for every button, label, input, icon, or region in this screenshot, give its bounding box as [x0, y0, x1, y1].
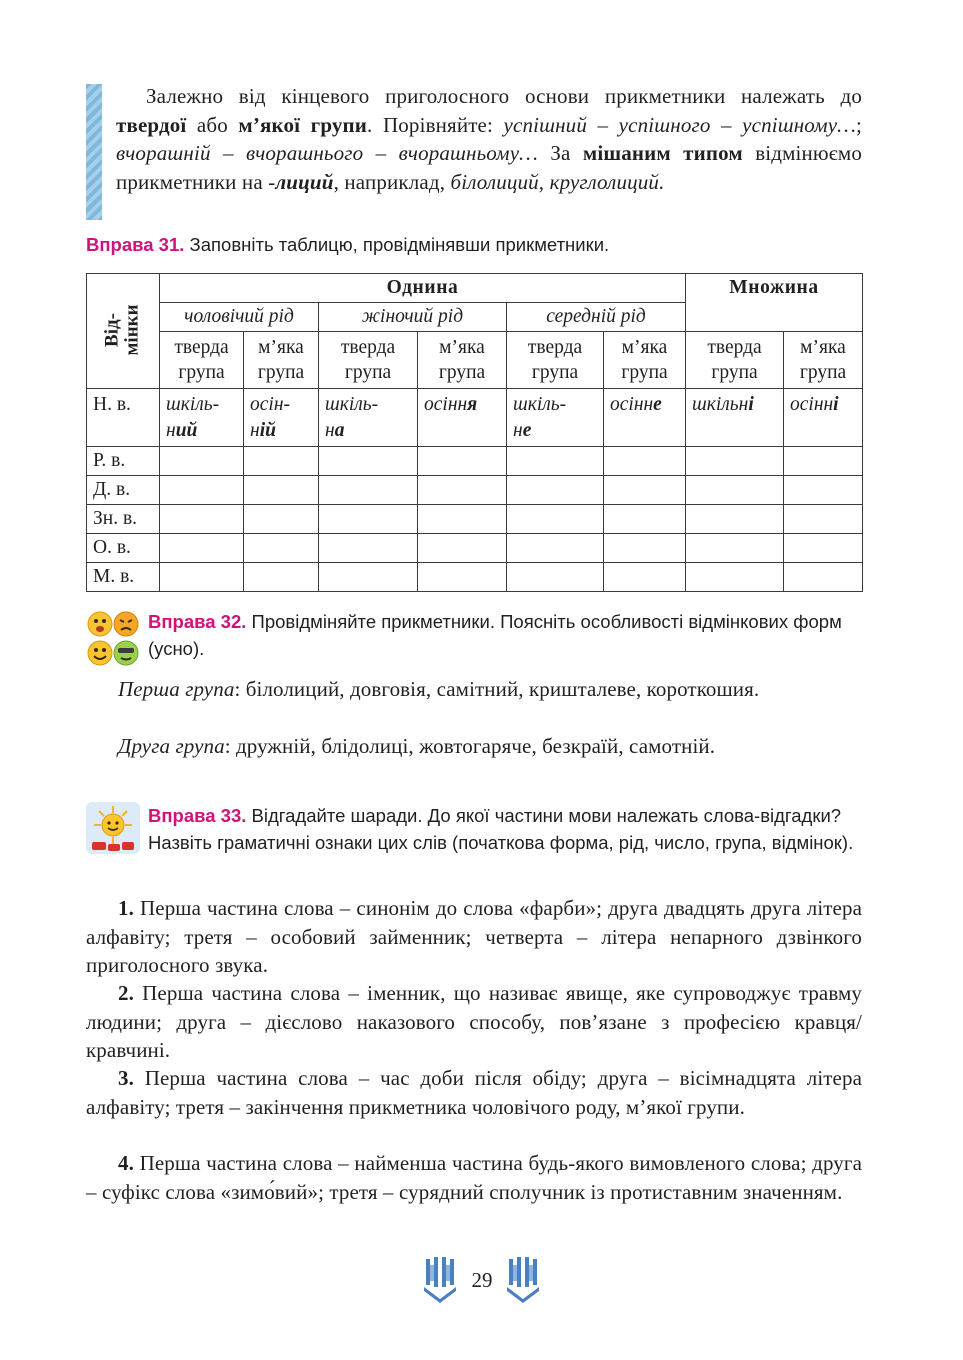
neuter-header: середній рід — [507, 303, 686, 332]
empty-cell — [319, 447, 418, 476]
table-row — [87, 505, 863, 534]
empty-cell — [784, 505, 863, 534]
page-number: 29 — [471, 1268, 493, 1292]
rule-part: . Порівняйте: — [367, 112, 504, 137]
empty-cell — [686, 447, 784, 476]
rule-example: успішний – успішного – успішному… — [503, 112, 857, 137]
exercise-33-label: Вправа 33. — [148, 805, 247, 826]
rule-mixed-type: мішаним типом — [582, 141, 743, 165]
riddle-number: 1. — [118, 896, 134, 920]
cases-header — [87, 274, 160, 389]
riddle-text: Перша частина слова – іменник, що називає явище, яке супроводжує травму людини; друга – дієслово наказового способу, пов’язане з професією кравця/кравчині. — [86, 981, 862, 1062]
rule-part: , наприклад, — [333, 169, 451, 194]
empty-cell — [604, 534, 686, 563]
empty-cell — [160, 534, 244, 563]
cell-m-soft: осін- ній — [244, 389, 319, 447]
case-label: Н. в. — [87, 389, 160, 447]
empty-cell — [319, 563, 418, 592]
empty-cell — [160, 563, 244, 592]
cell-m-hard: шкіль- ний — [160, 389, 244, 447]
rule-part: Залежно від кінцевого приголосного основи прикметники належать до — [146, 84, 862, 108]
empty-cell — [319, 534, 418, 563]
empty-cell — [507, 505, 604, 534]
group-2-label: Друга група — [118, 734, 225, 758]
riddle-text: Перша частина слова – синонім до слова «фарби»; друга двадцять друга літера алфавіту; третя – особовий займенник; четверта – літера непарного дзвінкого приголосного звука. — [86, 896, 862, 977]
group-1-label: Перша група — [118, 677, 235, 701]
empty-cell — [244, 563, 319, 592]
declension-table — [86, 273, 863, 592]
empty-cell — [686, 505, 784, 534]
exercise-32-group-1 — [86, 675, 862, 704]
ornament-right-icon — [503, 1255, 543, 1305]
masculine-header: чоловічий рід — [160, 303, 319, 332]
table-row — [87, 534, 863, 563]
group-1-text: : білолиций, довговія, самітний, кришталеве, короткошия. — [234, 677, 760, 701]
empty-cell — [160, 447, 244, 476]
empty-cell — [507, 447, 604, 476]
group-header-soft: м’яка група — [418, 332, 507, 389]
empty-cell — [604, 505, 686, 534]
empty-cell — [160, 476, 244, 505]
riddle-item — [86, 1064, 862, 1121]
cases-header-line1: Від- — [102, 313, 123, 347]
cell-f-soft: осіння — [418, 389, 507, 447]
ornament-left-icon — [420, 1255, 460, 1305]
table-row — [87, 447, 863, 476]
case-label: М. в. — [87, 563, 160, 592]
group-header-hard: тверда група — [686, 332, 784, 389]
empty-cell — [784, 534, 863, 563]
riddle-number: 2. — [118, 981, 134, 1005]
empty-cell — [418, 563, 507, 592]
cell-p-hard: шкільні — [686, 389, 784, 447]
sun-puzzle-icon — [86, 802, 140, 854]
empty-cell — [244, 476, 319, 505]
empty-cell — [244, 534, 319, 563]
riddle-text: Перша частина слова – найменша частина будь-якого вимовленого слова; друга – суфікс слова «зимо́вий»; третя – сурядний сполучник із протиставним значенням. — [86, 1151, 862, 1204]
empty-cell — [784, 563, 863, 592]
riddle-number: 3. — [118, 1066, 134, 1090]
rule-part: відмінюємо прикметники на - — [116, 141, 862, 194]
exercise-31-text: Заповніть таблицю, провідмінявши прикметники. — [184, 234, 610, 255]
feminine-header: жіночий рід — [319, 303, 507, 332]
cell-n-soft: осінне — [604, 389, 686, 447]
cell-p-soft: осінні — [784, 389, 863, 447]
riddle-item — [86, 979, 862, 1065]
riddle-number: 4. — [118, 1151, 134, 1175]
rule-box — [86, 82, 862, 196]
empty-cell — [604, 476, 686, 505]
group-2-text: : дружній, блідолиці, жовтогаряче, безкраїй, самотній. — [224, 734, 716, 758]
empty-cell — [244, 505, 319, 534]
group-header-hard: тверда група — [160, 332, 244, 389]
group-header-soft: м’яка група — [784, 332, 863, 389]
group-header-hard: тверда група — [319, 332, 418, 389]
plural-header: Множина — [686, 274, 863, 332]
exercise-31-label: Вправа 31. — [86, 234, 185, 255]
table-row-nominative — [87, 389, 863, 447]
case-label: Д. в. — [87, 476, 160, 505]
exercise-32-group-2 — [86, 732, 862, 761]
rule-part: ; — [856, 112, 863, 137]
exercise-32-text: Провідміняйте прикметники. Поясніть особливості відмінкових форм (усно). — [148, 611, 842, 659]
rule-suffix: лиций — [275, 169, 334, 194]
exercise-32-heading — [148, 608, 862, 662]
case-label: Р. в. — [87, 447, 160, 476]
empty-cell — [244, 447, 319, 476]
rule-part: За — [538, 141, 583, 165]
empty-cell — [784, 476, 863, 505]
exercise-33-heading — [148, 802, 862, 856]
empty-cell — [604, 563, 686, 592]
empty-cell — [418, 534, 507, 563]
empty-cell — [160, 505, 244, 534]
cell-n-hard: шкіль- не — [507, 389, 604, 447]
empty-cell — [319, 476, 418, 505]
group-header-hard: тверда група — [507, 332, 604, 389]
empty-cell — [686, 563, 784, 592]
empty-cell — [418, 476, 507, 505]
empty-cell — [507, 476, 604, 505]
singular-header: Однина — [160, 274, 686, 303]
empty-cell — [418, 447, 507, 476]
exercise-33-text: Відгадайте шаради. До якої частини мови належать слова-відгадки? Назвіть граматичні ознаки цих слів (початкова форма, рід, число, група, відмінок). — [148, 805, 854, 853]
riddle-item — [86, 1149, 862, 1206]
rule-bar-pattern — [86, 84, 102, 220]
cases-header-line2: мінки — [122, 304, 143, 356]
empty-cell — [418, 505, 507, 534]
cell-f-hard: шкіль- на — [319, 389, 418, 447]
rule-example: вчорашній – вчорашнього – вчорашньому… — [116, 141, 539, 165]
rule-soft-group: м’якої групи — [238, 112, 368, 137]
exercise-32-label: Вправа 32. — [148, 611, 247, 632]
empty-cell — [507, 563, 604, 592]
rule-example: білолиций, круглолиций. — [450, 169, 665, 194]
empty-cell — [604, 447, 686, 476]
exercise-31-heading — [86, 231, 862, 258]
table-row — [87, 563, 863, 592]
case-label: О. в. — [87, 534, 160, 563]
group-header-soft: м’яка група — [604, 332, 686, 389]
riddle-text: Перша частина слова – час доби після обіду; друга – вісімнадцята літера алфавіту; третя – закінчення прикметника чоловічого роду, м’якої групи. — [86, 1066, 862, 1119]
table-row — [87, 476, 863, 505]
empty-cell — [686, 534, 784, 563]
rule-hard-group: твердої — [116, 112, 187, 137]
emoji-group-icon — [86, 609, 140, 669]
empty-cell — [686, 476, 784, 505]
empty-cell — [319, 505, 418, 534]
rule-part: або — [186, 112, 239, 137]
rule-text — [116, 82, 862, 196]
group-header-soft: м’яка група — [244, 332, 319, 389]
empty-cell — [507, 534, 604, 563]
case-label: Зн. в. — [87, 505, 160, 534]
riddle-item — [86, 894, 862, 980]
empty-cell — [784, 447, 863, 476]
